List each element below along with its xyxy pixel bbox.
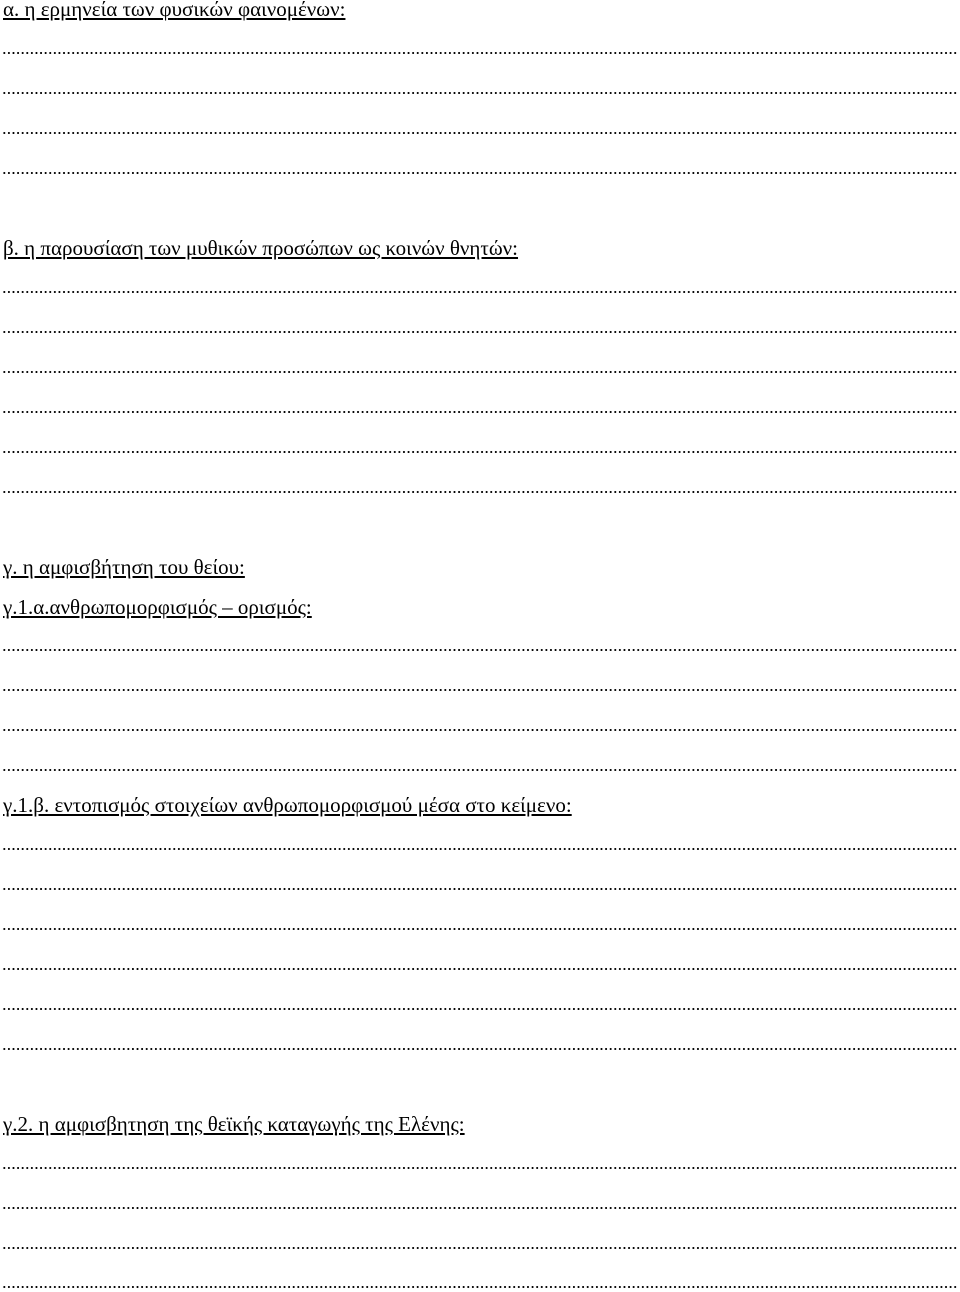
answer-line: [2, 1166, 957, 1170]
answer-line: [2, 927, 957, 931]
answer-line: [2, 768, 957, 772]
section-a-heading: α. η ερμηνεία των φυσικών φαινομένων:: [3, 0, 346, 21]
answer-line: [2, 847, 957, 851]
answer-line: [2, 91, 957, 95]
answer-line: [2, 1206, 957, 1210]
answer-line: [2, 728, 957, 732]
answer-line: [2, 1246, 957, 1250]
answer-line: [2, 1285, 957, 1289]
answer-line: [2, 410, 957, 414]
section-b-heading: β. η παρουσίαση των μυθικών προσώπων ως κοινών θνητών:: [3, 236, 519, 260]
section-c1b-heading: γ.1.β. εντοπισμός στοιχείων ανθρωπομορφισμού μέσα στο κείμενο:: [3, 793, 572, 817]
answer-line: [2, 490, 957, 494]
section-c-heading: γ. η αμφισβήτηση του θείου:: [3, 555, 245, 579]
section-c1a-heading: γ.1.α.ανθρωπομορφισμός – ορισμός:: [3, 595, 312, 619]
section-c2-heading: γ.2. η αμφισβητηση της θεϊκής καταγωγής της Ελένης:: [3, 1112, 465, 1136]
answer-line: [2, 131, 957, 135]
answer-line: [2, 330, 957, 334]
answer-line: [2, 648, 957, 652]
answer-line: [2, 887, 957, 891]
answer-line: [2, 370, 957, 374]
answer-line: [2, 450, 957, 454]
answer-line: [2, 967, 957, 971]
answer-line: [2, 1047, 957, 1051]
answer-line: [2, 290, 957, 294]
answer-line: [2, 51, 957, 55]
answer-line: [2, 171, 957, 175]
answer-line: [2, 1007, 957, 1011]
answer-line: [2, 688, 957, 692]
